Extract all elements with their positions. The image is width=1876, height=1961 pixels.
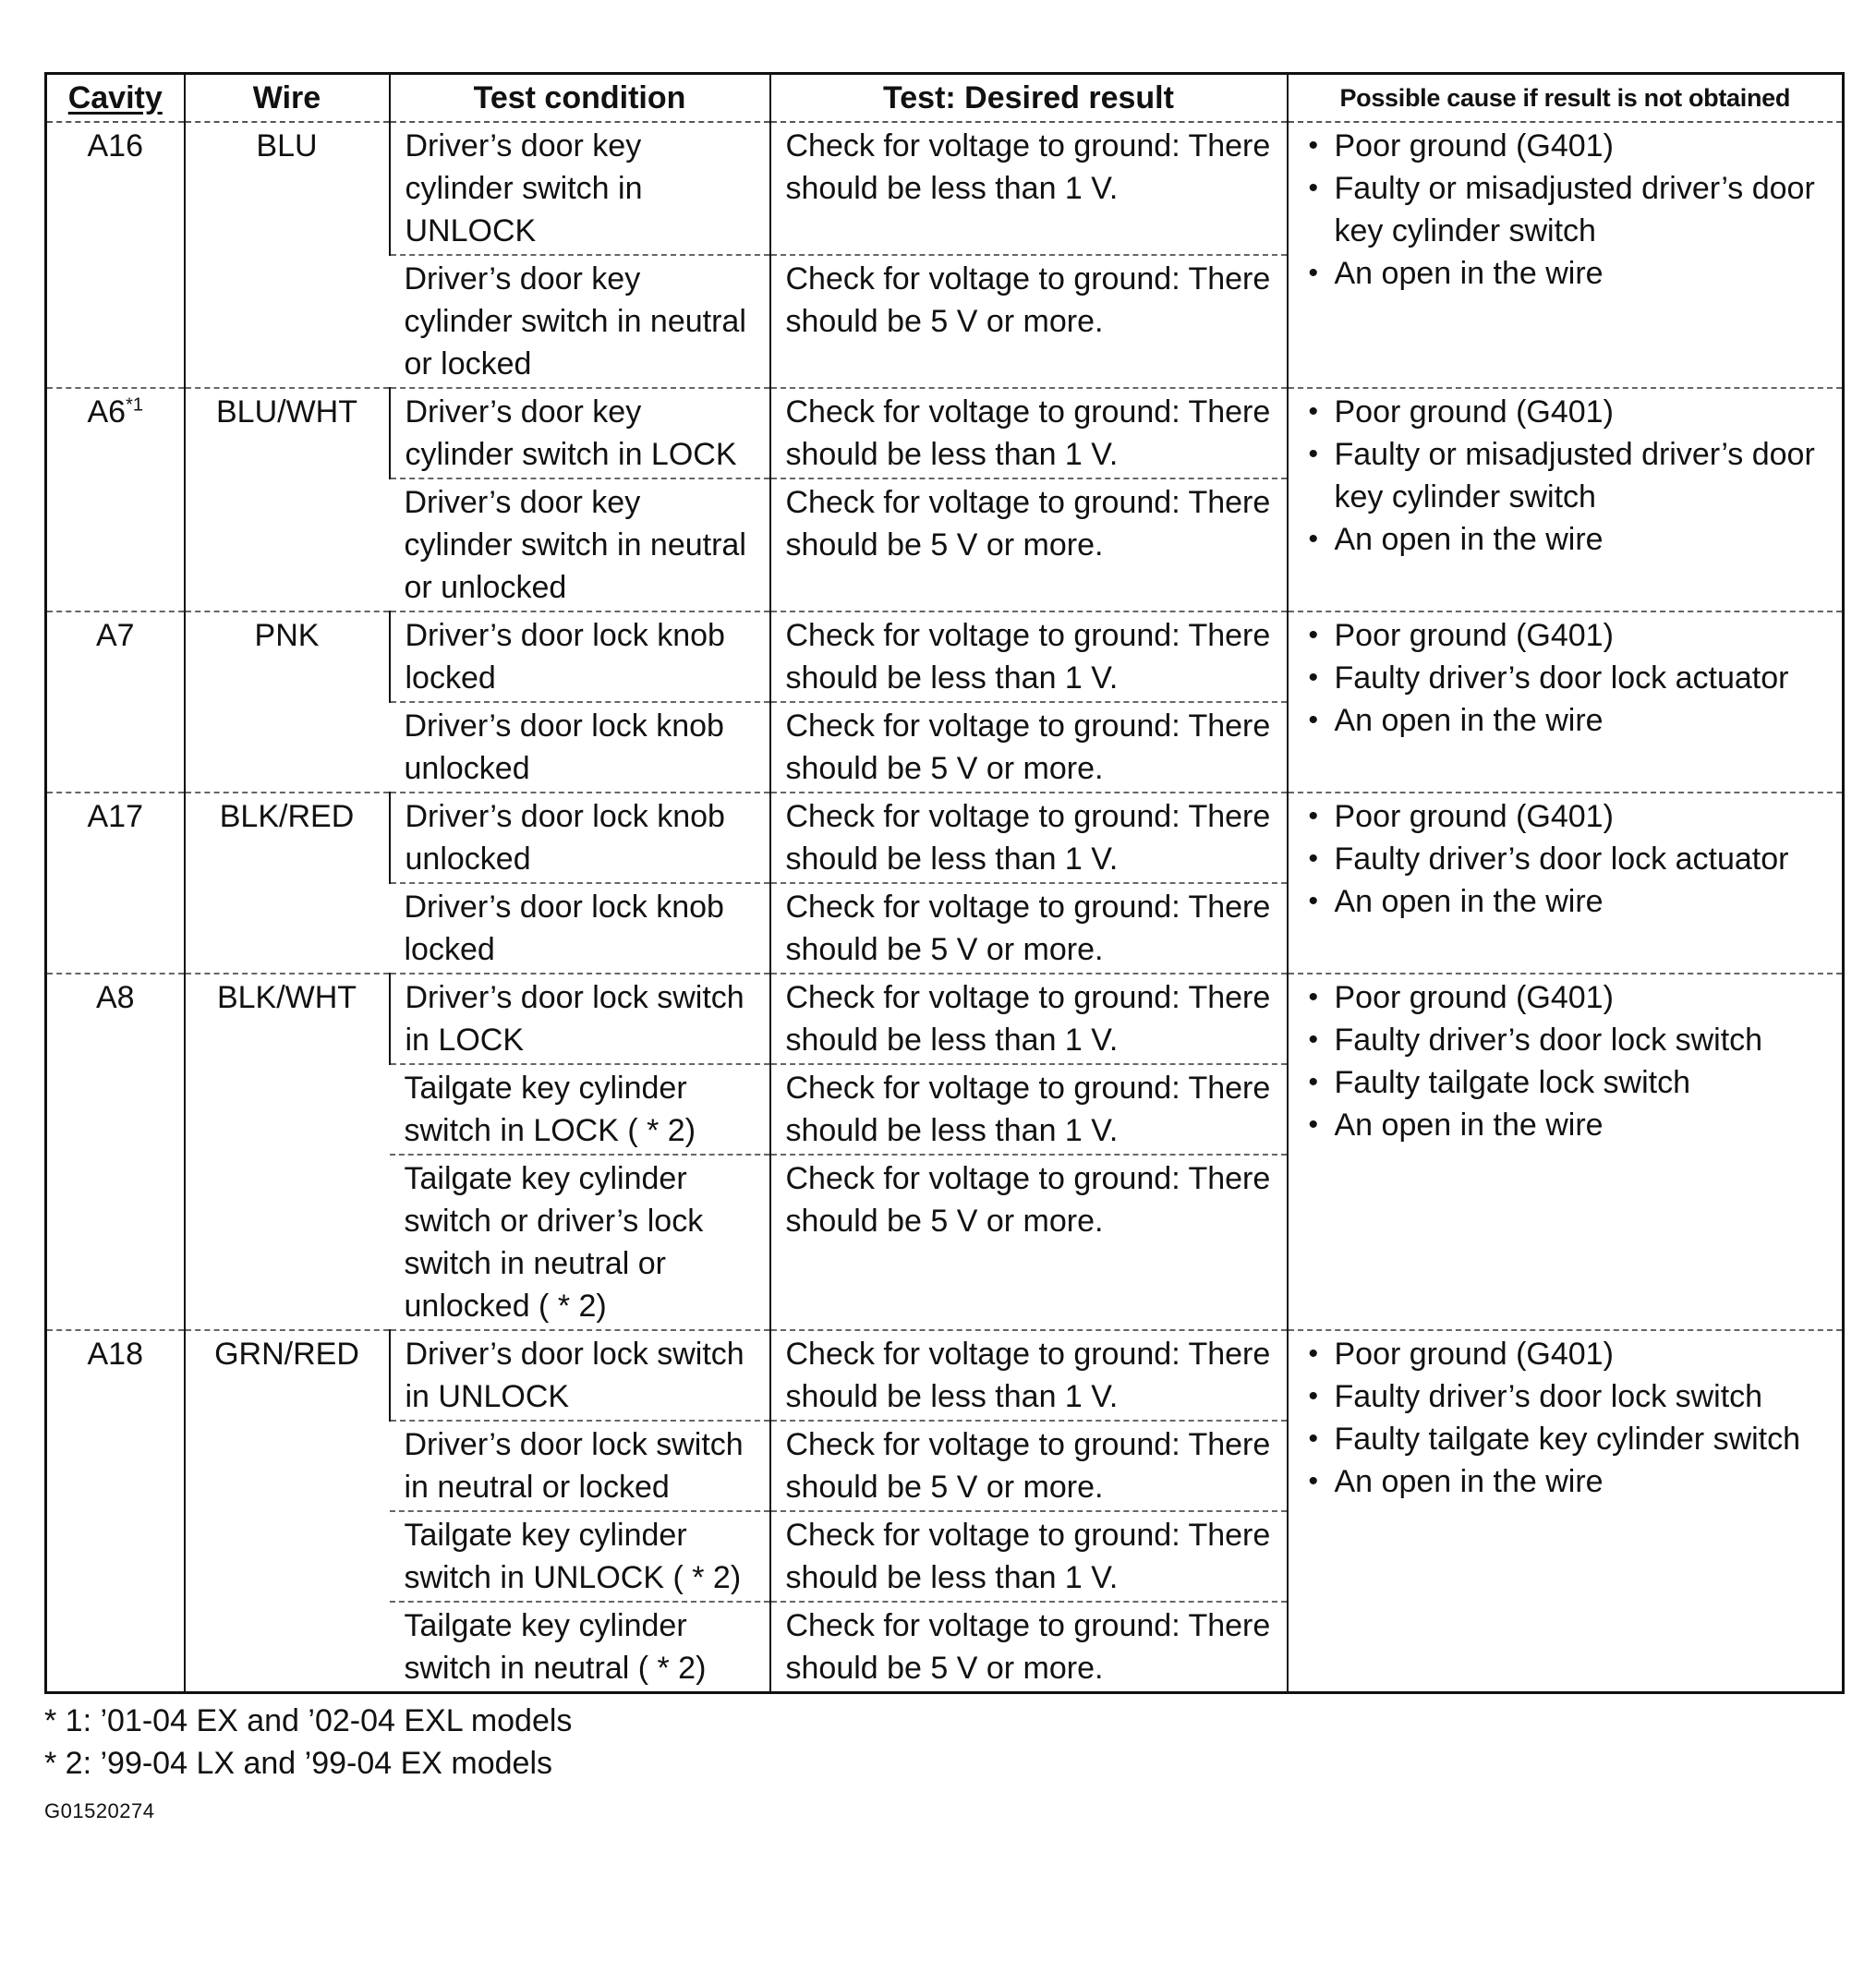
footnote-2: * 2: ’99-04 LX and ’99-04 EX models bbox=[44, 1746, 553, 1781]
header-desired-result: Test: Desired result bbox=[770, 74, 1288, 123]
cause-item: • Faulty or misadjusted driver’s door key cylinder switch bbox=[1303, 167, 1828, 252]
cavity-cell bbox=[46, 611, 185, 793]
cause-item: • Faulty driver’s door lock actuator bbox=[1303, 838, 1828, 880]
cavity-id: A8 bbox=[95, 980, 135, 1015]
test-condition-cell: Driver’s door key cylinder switch in UNLOCK bbox=[390, 122, 770, 255]
header-cavity: Cavity bbox=[46, 74, 185, 123]
cavity-cell bbox=[46, 974, 185, 1330]
cause-item: • An open in the wire bbox=[1303, 252, 1828, 295]
cause-list bbox=[1303, 391, 1828, 561]
desired-result-cell: Check for voltage to ground: There should be less than 1 V. bbox=[770, 1511, 1288, 1602]
header-wire: Wire bbox=[185, 74, 390, 123]
cause-item: • An open in the wire bbox=[1303, 1104, 1828, 1146]
cause-item: • Faulty driver’s door lock switch bbox=[1303, 1019, 1828, 1061]
test-table bbox=[44, 72, 1845, 1694]
desired-result-cell: Check for voltage to ground: There should be less than 1 V. bbox=[770, 1064, 1288, 1155]
test-condition-cell: Driver’s door key cylinder switch in neutral or locked bbox=[390, 255, 770, 388]
desired-result-cell: Check for voltage to ground: There should be less than 1 V. bbox=[770, 793, 1288, 883]
footnote-1: * 1: ’01-04 EX and ’02-04 EXL models bbox=[44, 1703, 573, 1738]
wire-color-cell: BLU bbox=[185, 122, 390, 388]
test-condition-cell: Tailgate key cylinder switch in UNLOCK ( * 2) bbox=[390, 1511, 770, 1602]
table-row bbox=[46, 122, 1844, 255]
test-condition-cell: Driver’s door lock switch in UNLOCK bbox=[390, 1330, 770, 1421]
wire-color-cell: PNK bbox=[185, 611, 390, 793]
cause-item: • Faulty driver’s door lock switch bbox=[1303, 1375, 1828, 1418]
header-test-condition: Test condition bbox=[390, 74, 770, 123]
test-condition-cell: Tailgate key cylinder switch or driver’s lock switch in neutral or unlocked ( * 2) bbox=[390, 1155, 770, 1330]
cavity-cell bbox=[46, 1330, 185, 1693]
cavity-cell bbox=[46, 388, 185, 611]
cause-item: • An open in the wire bbox=[1303, 1460, 1828, 1503]
desired-result-cell: Check for voltage to ground: There should be 5 V or more. bbox=[770, 702, 1288, 793]
possible-cause-cell bbox=[1288, 974, 1844, 1330]
test-condition-cell: Driver’s door lock knob unlocked bbox=[390, 793, 770, 883]
test-condition-cell: Driver’s door lock switch in neutral or locked bbox=[390, 1421, 770, 1511]
cavity-id: A7 bbox=[95, 618, 135, 653]
cause-list bbox=[1303, 125, 1828, 295]
cavity-cell bbox=[46, 122, 185, 388]
cause-item: • Faulty tailgate lock switch bbox=[1303, 1061, 1828, 1104]
table-header bbox=[46, 74, 1844, 123]
table-body bbox=[46, 122, 1844, 1693]
desired-result-cell: Check for voltage to ground: There should be less than 1 V. bbox=[770, 974, 1288, 1064]
test-condition-cell: Tailgate key cylinder switch in LOCK ( * 2) bbox=[390, 1064, 770, 1155]
footnotes bbox=[44, 1700, 1842, 1785]
desired-result-cell: Check for voltage to ground: There should be less than 1 V. bbox=[770, 388, 1288, 478]
possible-cause-cell bbox=[1288, 611, 1844, 793]
cause-item: • Poor ground (G401) bbox=[1303, 391, 1828, 433]
desired-result-cell: Check for voltage to ground: There should be less than 1 V. bbox=[770, 122, 1288, 255]
cavity-cell bbox=[46, 793, 185, 974]
desired-result-cell: Check for voltage to ground: There should be less than 1 V. bbox=[770, 611, 1288, 702]
cause-item: • An open in the wire bbox=[1303, 880, 1828, 923]
test-condition-cell: Driver’s door lock knob unlocked bbox=[390, 702, 770, 793]
possible-cause-cell bbox=[1288, 388, 1844, 611]
cause-list bbox=[1303, 976, 1828, 1146]
diagnostic-sheet bbox=[44, 72, 1842, 1823]
wire-color-cell: BLK/WHT bbox=[185, 974, 390, 1330]
test-condition-cell: Driver’s door lock knob locked bbox=[390, 883, 770, 974]
cavity-id: A17 bbox=[87, 799, 143, 834]
table-row bbox=[46, 793, 1844, 883]
table-row bbox=[46, 611, 1844, 702]
desired-result-cell: Check for voltage to ground: There should be 5 V or more. bbox=[770, 1155, 1288, 1330]
cavity-id: A16 bbox=[87, 128, 143, 163]
cause-item: • An open in the wire bbox=[1303, 699, 1828, 742]
desired-result-cell: Check for voltage to ground: There should be 5 V or more. bbox=[770, 1421, 1288, 1511]
cause-item: • Poor ground (G401) bbox=[1303, 1333, 1828, 1375]
desired-result-cell: Check for voltage to ground: There should be 5 V or more. bbox=[770, 883, 1288, 974]
desired-result-cell: Check for voltage to ground: There should be less than 1 V. bbox=[770, 1330, 1288, 1421]
cause-list bbox=[1303, 795, 1828, 923]
cause-item: • Poor ground (G401) bbox=[1303, 976, 1828, 1019]
cavity-footnote-ref: *1 bbox=[126, 394, 143, 416]
cavity-id: A18 bbox=[87, 1337, 143, 1372]
desired-result-cell: Check for voltage to ground: There should be 5 V or more. bbox=[770, 255, 1288, 388]
test-condition-cell: Driver’s door key cylinder switch in neutral or unlocked bbox=[390, 478, 770, 611]
test-condition-cell: Tailgate key cylinder switch in neutral ( * 2) bbox=[390, 1602, 770, 1693]
cause-item: • Faulty driver’s door lock actuator bbox=[1303, 657, 1828, 699]
test-condition-cell: Driver’s door lock knob locked bbox=[390, 611, 770, 702]
cause-item: • Faulty tailgate key cylinder switch bbox=[1303, 1418, 1828, 1460]
table-row bbox=[46, 974, 1844, 1064]
cause-list bbox=[1303, 614, 1828, 742]
cause-item: • An open in the wire bbox=[1303, 518, 1828, 561]
cause-item: • Poor ground (G401) bbox=[1303, 125, 1828, 167]
possible-cause-cell bbox=[1288, 793, 1844, 974]
cause-list bbox=[1303, 1333, 1828, 1503]
desired-result-cell: Check for voltage to ground: There should be 5 V or more. bbox=[770, 1602, 1288, 1693]
possible-cause-cell bbox=[1288, 122, 1844, 388]
wire-color-cell: BLK/RED bbox=[185, 793, 390, 974]
cause-item: • Poor ground (G401) bbox=[1303, 614, 1828, 657]
desired-result-cell: Check for voltage to ground: There should be 5 V or more. bbox=[770, 478, 1288, 611]
table-row bbox=[46, 388, 1844, 478]
cavity-id: A6 bbox=[87, 394, 127, 430]
wire-color-cell: BLU/WHT bbox=[185, 388, 390, 611]
cause-item: • Faulty or misadjusted driver’s door key cylinder switch bbox=[1303, 433, 1828, 518]
cause-item: • Poor ground (G401) bbox=[1303, 795, 1828, 838]
wire-color-cell: GRN/RED bbox=[185, 1330, 390, 1693]
header-possible-cause: Possible cause if result is not obtained bbox=[1288, 74, 1844, 123]
test-condition-cell: Driver’s door key cylinder switch in LOCK bbox=[390, 388, 770, 478]
table-row bbox=[46, 1330, 1844, 1421]
possible-cause-cell bbox=[1288, 1330, 1844, 1693]
test-condition-cell: Driver’s door lock switch in LOCK bbox=[390, 974, 770, 1064]
figure-code: G01520274 bbox=[44, 1799, 155, 1822]
